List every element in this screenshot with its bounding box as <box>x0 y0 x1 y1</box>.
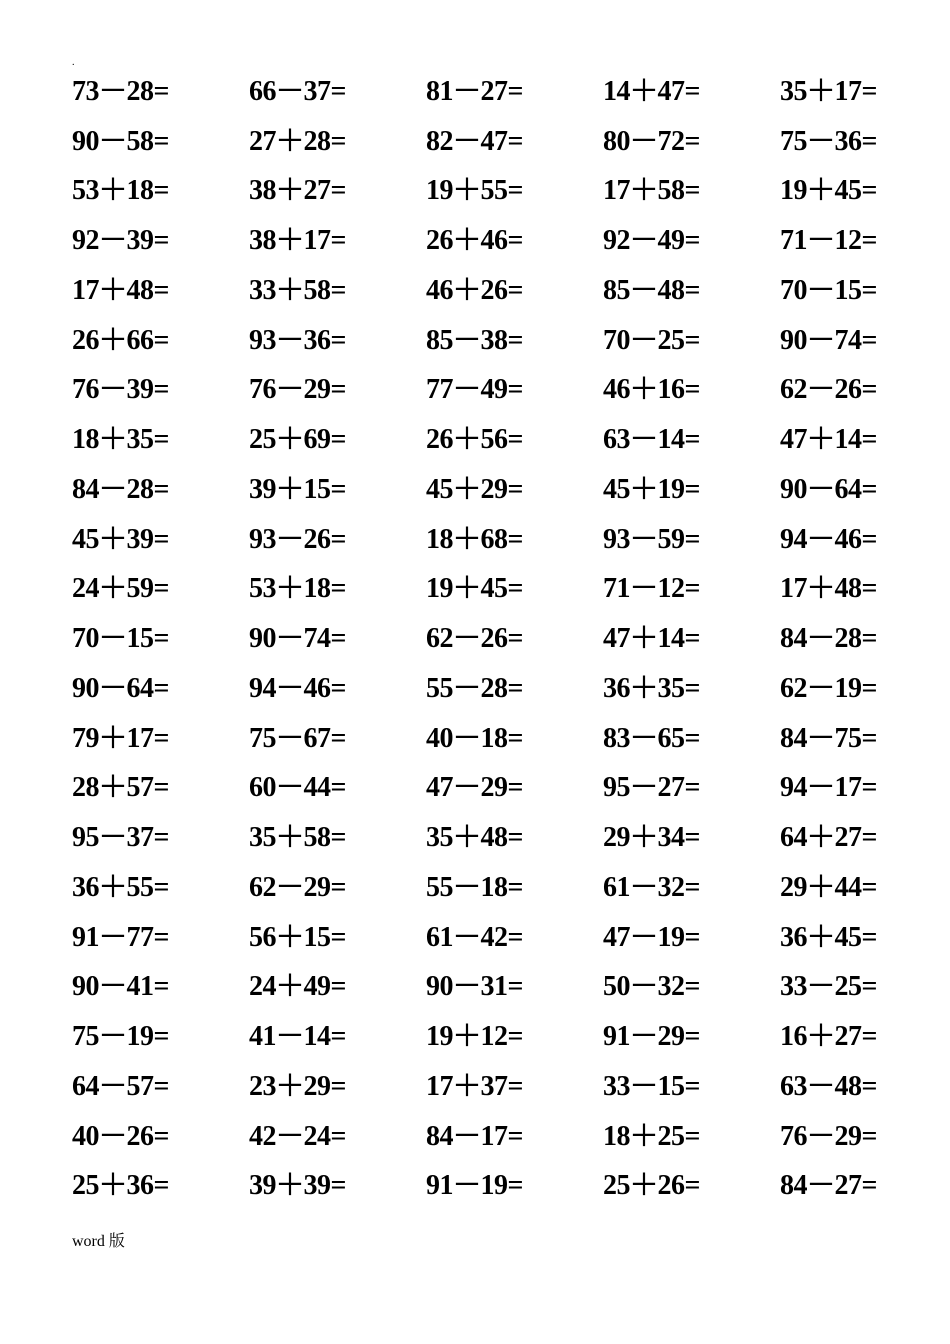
math-problem: 23＋29= <box>249 1070 346 1102</box>
math-problem: 40－26= <box>72 1120 169 1152</box>
problem-row <box>72 761 932 811</box>
problem-grid <box>72 64 932 1208</box>
math-problem: 91－19= <box>426 1170 523 1202</box>
math-problem: 77－49= <box>426 374 523 406</box>
math-problem: 33＋58= <box>249 274 346 306</box>
math-problem: 90－64= <box>780 473 877 505</box>
math-problem: 25＋36= <box>72 1170 169 1202</box>
math-problem: 28＋57= <box>72 772 169 804</box>
math-problem: 94－46= <box>780 523 877 555</box>
math-problem: 19＋45= <box>780 175 877 207</box>
problem-row <box>72 114 932 164</box>
math-problem: 75－67= <box>249 722 346 754</box>
math-problem: 80－72= <box>603 125 700 157</box>
math-problem: 53＋18= <box>72 175 169 207</box>
problem-row <box>72 611 932 661</box>
math-problem: 93－26= <box>249 523 346 555</box>
math-problem: 94－17= <box>780 772 877 804</box>
math-problem: 91－77= <box>72 921 169 953</box>
math-problem: 46＋16= <box>603 374 700 406</box>
math-problem: 42－24= <box>249 1120 346 1152</box>
math-problem: 19＋45= <box>426 573 523 605</box>
math-problem: 33－15= <box>603 1070 700 1102</box>
problem-row <box>72 562 932 612</box>
math-problem: 33－25= <box>780 971 877 1003</box>
top-mark: . <box>72 57 75 68</box>
math-problem: 94－46= <box>249 672 346 704</box>
math-problem: 83－65= <box>603 722 700 754</box>
problem-row <box>72 1159 932 1209</box>
math-problem: 38＋27= <box>249 175 346 207</box>
math-problem: 38＋17= <box>249 225 346 257</box>
problem-row <box>72 363 932 413</box>
math-problem: 18＋25= <box>603 1120 700 1152</box>
math-problem: 53＋18= <box>249 573 346 605</box>
problem-row <box>72 64 932 114</box>
math-problem: 62－26= <box>780 374 877 406</box>
math-problem: 64＋27= <box>780 822 877 854</box>
math-problem: 90－74= <box>249 623 346 655</box>
math-problem: 90－74= <box>780 324 877 356</box>
problem-row <box>72 313 932 363</box>
math-problem: 36＋55= <box>72 871 169 903</box>
math-problem: 93－36= <box>249 324 346 356</box>
problem-row <box>72 213 932 263</box>
math-problem: 40－18= <box>426 722 523 754</box>
math-problem: 93－59= <box>603 523 700 555</box>
math-problem: 90－58= <box>72 125 169 157</box>
problem-row <box>72 711 932 761</box>
math-problem: 76－29= <box>249 374 346 406</box>
math-problem: 47－29= <box>426 772 523 804</box>
math-problem: 25＋69= <box>249 424 346 456</box>
math-problem: 17＋48= <box>72 274 169 306</box>
math-problem: 61－32= <box>603 871 700 903</box>
math-problem: 60－44= <box>249 772 346 804</box>
math-problem: 18＋68= <box>426 523 523 555</box>
math-problem: 85－38= <box>426 324 523 356</box>
problem-row <box>72 810 932 860</box>
math-problem: 90－41= <box>72 971 169 1003</box>
math-problem: 24＋59= <box>72 573 169 605</box>
math-problem: 84－27= <box>780 1170 877 1202</box>
math-problem: 75－19= <box>72 1021 169 1053</box>
math-problem: 73－28= <box>72 75 169 107</box>
math-problem: 95－37= <box>72 822 169 854</box>
math-problem: 16＋27= <box>780 1021 877 1053</box>
problem-row <box>72 462 932 512</box>
problem-row <box>72 263 932 313</box>
math-problem: 55－18= <box>426 871 523 903</box>
math-problem: 36＋45= <box>780 921 877 953</box>
problem-row <box>72 164 932 214</box>
math-problem: 41－14= <box>249 1021 346 1053</box>
math-problem: 56＋15= <box>249 921 346 953</box>
math-problem: 91－29= <box>603 1021 700 1053</box>
math-problem: 84－17= <box>426 1120 523 1152</box>
math-problem: 19＋55= <box>426 175 523 207</box>
math-problem: 71－12= <box>603 573 700 605</box>
math-problem: 90－64= <box>72 672 169 704</box>
math-problem: 62－26= <box>426 623 523 655</box>
math-problem: 66－37= <box>249 75 346 107</box>
problem-row <box>72 860 932 910</box>
math-problem: 70－15= <box>72 623 169 655</box>
math-problem: 46＋26= <box>426 274 523 306</box>
problem-row <box>72 1009 932 1059</box>
problem-row <box>72 412 932 462</box>
math-problem: 25＋26= <box>603 1170 700 1202</box>
math-problem: 45＋39= <box>72 523 169 555</box>
math-problem: 50－32= <box>603 971 700 1003</box>
math-problem: 55－28= <box>426 672 523 704</box>
problem-row <box>72 512 932 562</box>
problem-row <box>72 910 932 960</box>
math-problem: 75－36= <box>780 125 877 157</box>
math-problem: 26＋56= <box>426 424 523 456</box>
math-problem: 92－39= <box>72 225 169 257</box>
math-problem: 14＋47= <box>603 75 700 107</box>
math-problem: 95－27= <box>603 772 700 804</box>
math-problem: 79＋17= <box>72 722 169 754</box>
math-problem: 18＋35= <box>72 424 169 456</box>
math-problem: 35＋58= <box>249 822 346 854</box>
math-problem: 92－49= <box>603 225 700 257</box>
math-problem: 29＋34= <box>603 822 700 854</box>
math-problem: 63－14= <box>603 424 700 456</box>
math-problem: 76－39= <box>72 374 169 406</box>
math-problem: 17＋48= <box>780 573 877 605</box>
math-problem: 35＋17= <box>780 75 877 107</box>
math-problem: 17＋37= <box>426 1070 523 1102</box>
math-problem: 84－75= <box>780 722 877 754</box>
math-problem: 63－48= <box>780 1070 877 1102</box>
problem-row <box>72 1059 932 1109</box>
math-problem: 39＋15= <box>249 473 346 505</box>
math-problem: 26＋46= <box>426 225 523 257</box>
problem-row <box>72 1109 932 1159</box>
math-problem: 35＋48= <box>426 822 523 854</box>
math-problem: 45＋19= <box>603 473 700 505</box>
problem-row <box>72 661 932 711</box>
math-problem: 19＋12= <box>426 1021 523 1053</box>
math-problem: 84－28= <box>72 473 169 505</box>
math-problem: 82－47= <box>426 125 523 157</box>
math-problem: 24＋49= <box>249 971 346 1003</box>
math-problem: 70－15= <box>780 274 877 306</box>
math-problem: 62－19= <box>780 672 877 704</box>
problem-row <box>72 960 932 1010</box>
math-problem: 62－29= <box>249 871 346 903</box>
footer-label: word 版 <box>72 1233 125 1250</box>
math-problem: 47＋14= <box>780 424 877 456</box>
math-problem: 71－12= <box>780 225 877 257</box>
math-problem: 61－42= <box>426 921 523 953</box>
math-problem: 39＋39= <box>249 1170 346 1202</box>
math-problem: 90－31= <box>426 971 523 1003</box>
math-problem: 47－19= <box>603 921 700 953</box>
math-problem: 85－48= <box>603 274 700 306</box>
math-problem: 64－57= <box>72 1070 169 1102</box>
math-problem: 81－27= <box>426 75 523 107</box>
math-problem: 84－28= <box>780 623 877 655</box>
math-problem: 26＋66= <box>72 324 169 356</box>
math-problem: 47＋14= <box>603 623 700 655</box>
math-problem: 36＋35= <box>603 672 700 704</box>
math-problem: 29＋44= <box>780 871 877 903</box>
math-problem: 70－25= <box>603 324 700 356</box>
math-problem: 76－29= <box>780 1120 877 1152</box>
math-problem: 17＋58= <box>603 175 700 207</box>
math-problem: 27＋28= <box>249 125 346 157</box>
math-problem: 45＋29= <box>426 473 523 505</box>
